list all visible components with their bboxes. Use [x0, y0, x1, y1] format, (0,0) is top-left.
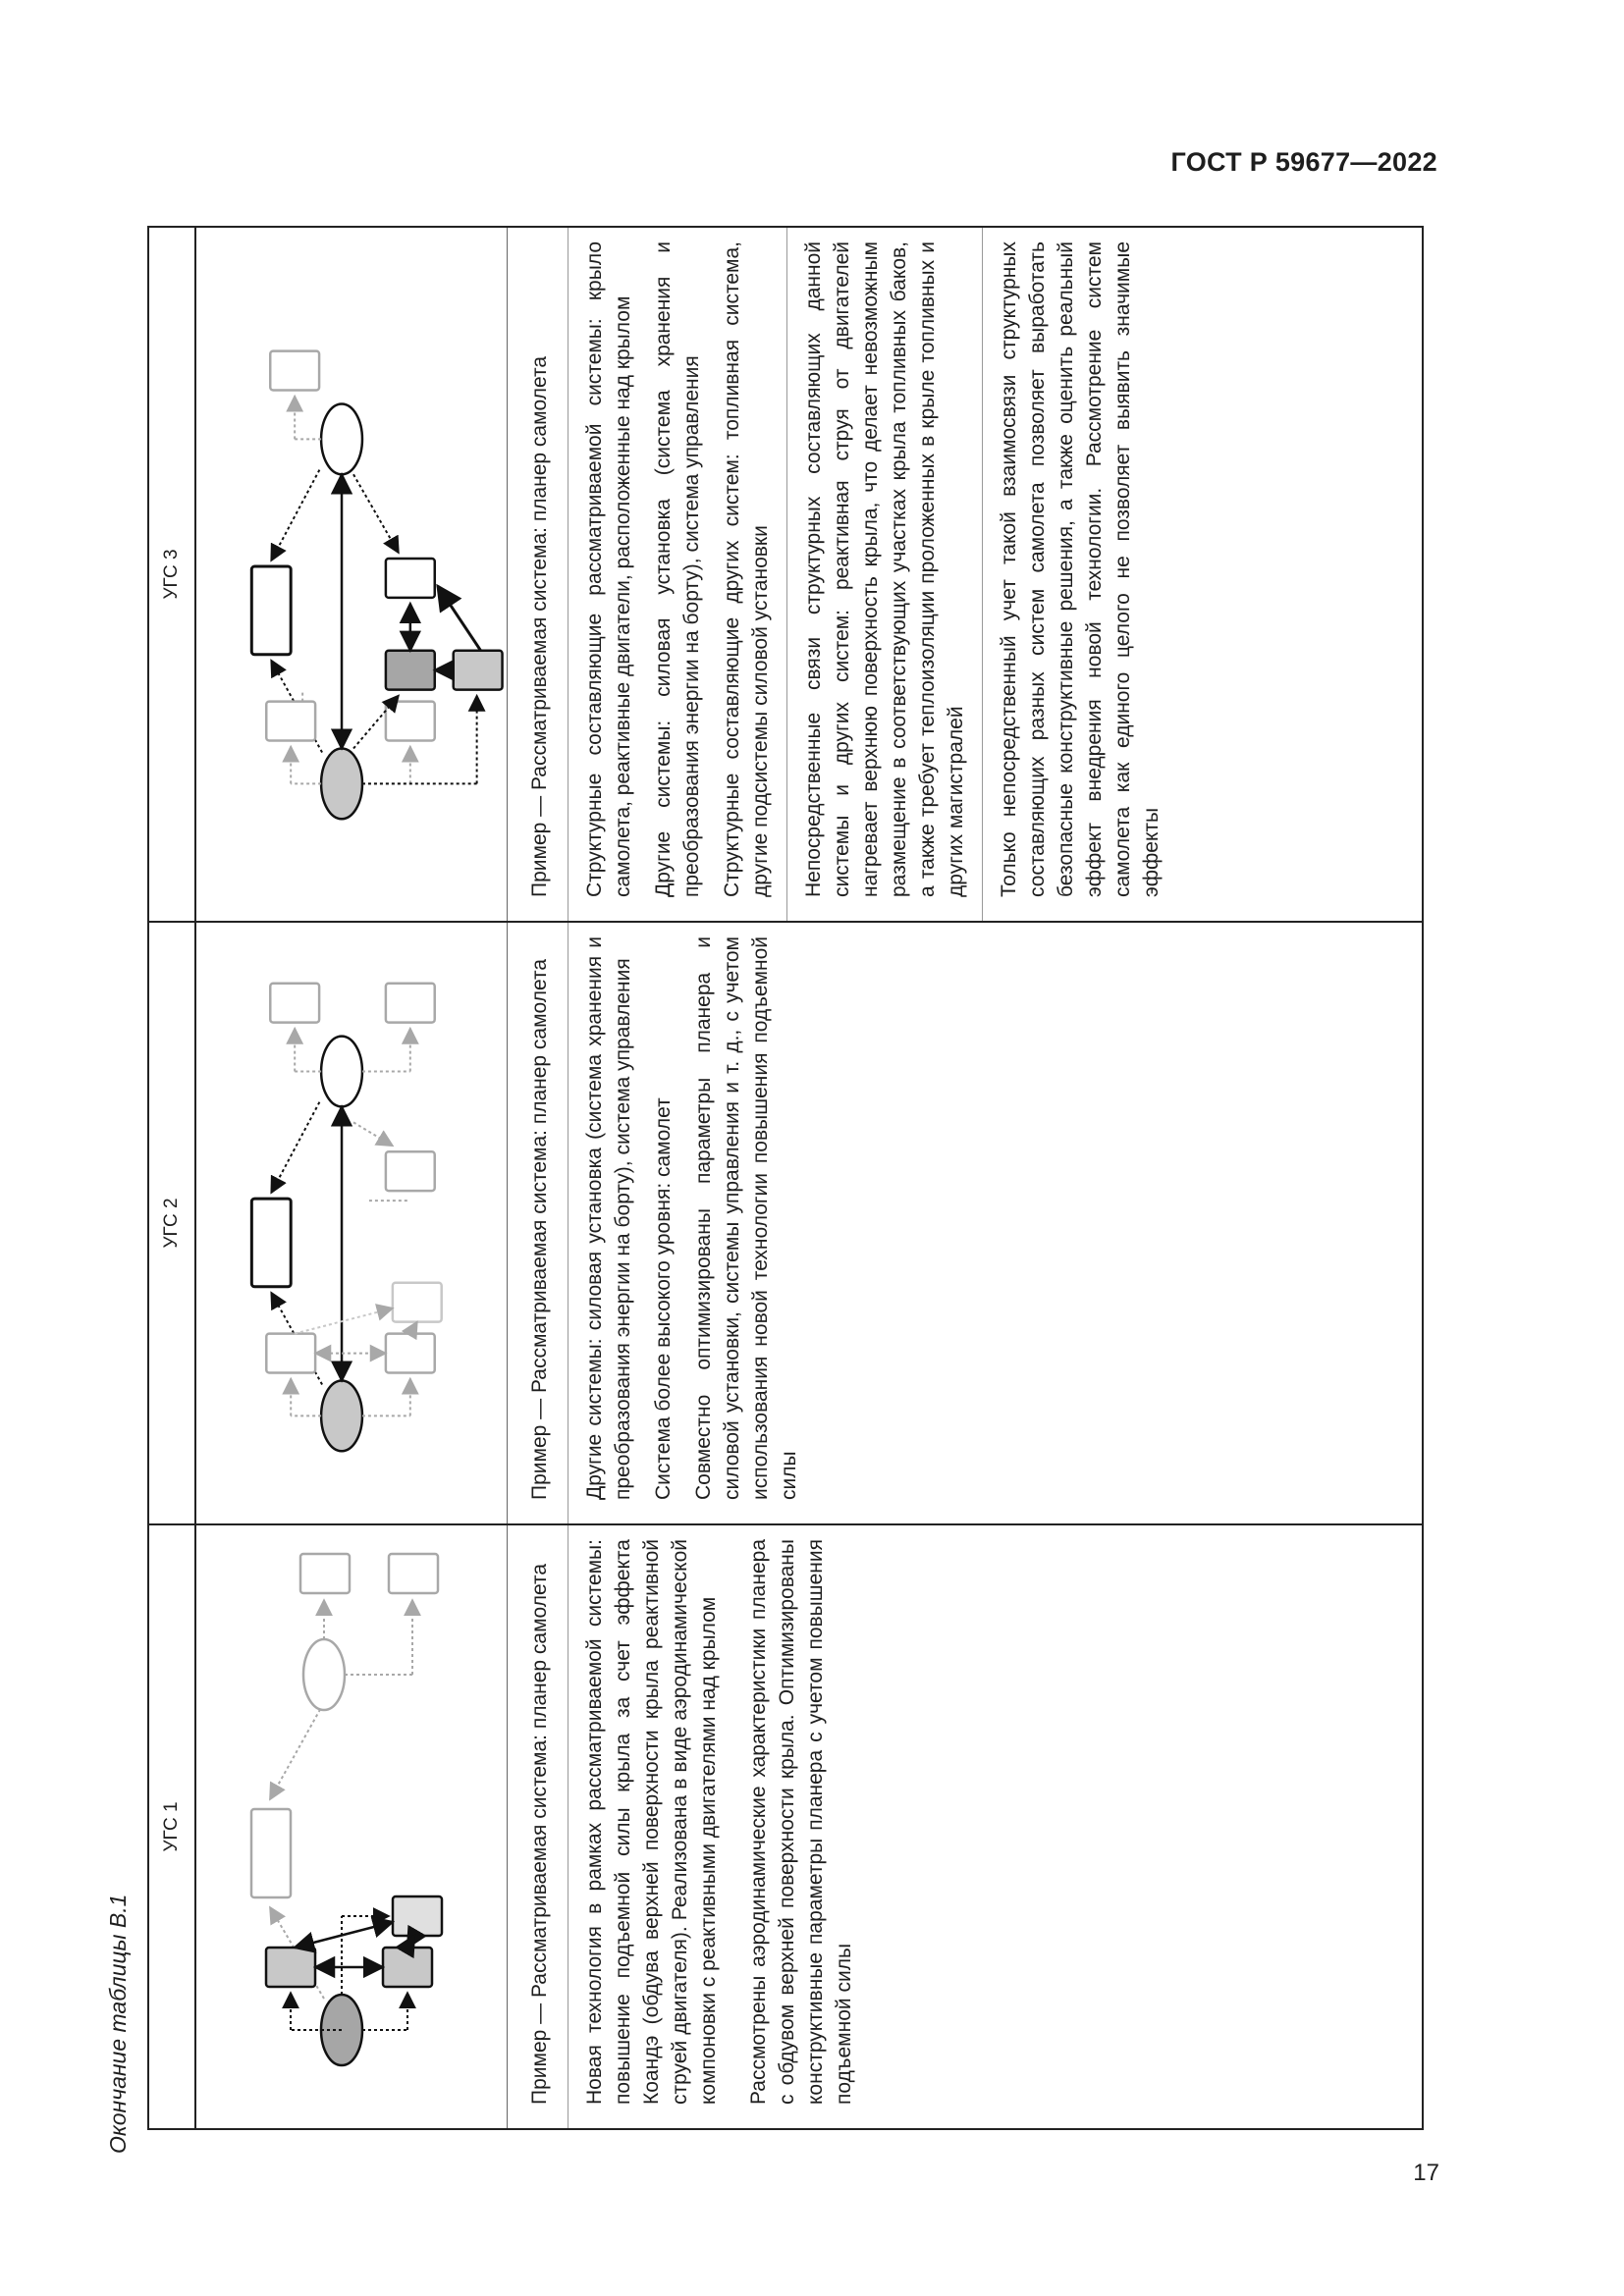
higher-level-paragraph: Система более высокого уровня: самолет [652, 1097, 675, 1500]
column-ugs-2 [149, 923, 1422, 1525]
diagram-box-top [251, 1199, 291, 1287]
example-paragraph: Пример — Рассматриваемая система: планер самолета [528, 958, 551, 1500]
page-number: 17 [1413, 2160, 1439, 2186]
diagram-box-faded-4 [270, 984, 319, 1023]
column-header: УГС 2 [149, 923, 196, 1523]
standard-designation: ГОСТ Р 59677—2022 [1170, 147, 1437, 177]
diagram-box-faded-1 [386, 702, 435, 741]
diagram-box-faded-2 [266, 702, 315, 741]
diagram-ugs-2 [196, 923, 508, 1523]
other-systems-paragraph: Другие системы: силовая установка (система хранения и преобразования энергии на борту), система управления [583, 936, 634, 1500]
diagram-ellipse-main [321, 1380, 362, 1451]
system-diagram [196, 923, 507, 1523]
components-paragraph: Структурные составляющие рассматриваемой системы: крыло самолета, реактивные двигатели, расположенные над крылом [583, 241, 634, 897]
table-caption: Окончание таблицы В.1 [105, 1894, 131, 2154]
column-text [508, 923, 803, 1523]
diagram-box-right [266, 1948, 315, 1987]
technology-paragraph: Новая технология в рамках рассматриваемой системы: повышение подъемной силы крыла за счет эффекта Коандэ (обдува верхней поверхности крыла реактивной струей двигателя). Реализована в виде аэродинамической компоновки с реактивными двигателями над крылом [583, 1539, 720, 2105]
conclusion-paragraph: Только непосредственный учет такой взаимосвязи структурных составляющих разных систем самолета позволяет выработать безопасные конструктивные решения, а также оценить реальный эффект внедрения новой технологии. Рассмотрение систем самолета как единого целого не позволяет выявить значимые эффекты [998, 241, 1163, 897]
column-text [508, 228, 1165, 921]
diagram-ellipse-right [321, 1037, 362, 1107]
other-systems-paragraph: Другие системы: силовая установка (система хранения и преобразования энергии на борту), система управления [652, 241, 703, 897]
result-paragraph: Рассмотрены аэродинамические характеристики планера с обдувом верхней поверхности крыла. Оптимизированы конструктивные параметры планера с учетом повышения подъемной силы [747, 1539, 855, 2105]
diagram-box-faded-5 [386, 1151, 435, 1191]
diagram-box-faded-right-2 [389, 1554, 438, 1593]
example-paragraph: Пример — Рассматриваемая система: планер самолета [528, 355, 551, 897]
comparison-table [147, 226, 1424, 2130]
result-paragraph: Совместно оптимизированы параметры планера и силовой установки, системы управления и т. д., с учетом использования новой технологии повышения подъемной силы [692, 936, 800, 1500]
column-header: УГС 3 [149, 228, 196, 921]
diagram-box-top [251, 1809, 291, 1897]
diagram-box-fuel [454, 651, 503, 690]
diagram-ugs-1 [196, 1525, 508, 2128]
diagram-box-faded-2 [266, 1334, 315, 1373]
other-components-paragraph: Структурные составляющие других систем: топливная система, другие подсистемы силовой установки [721, 241, 772, 897]
links-paragraph: Непосредственные связи структурных составляющих данной системы и других систем: реактивная струя от двигателей нагревает верхнюю поверхность крыла, что делает невозможным размещение в соответствующих участках крыла топливных баков, а также требует теплоизоляции проложенных в крыле топливных и других магистралей [802, 241, 967, 897]
diagram-box-faded-6 [386, 984, 435, 1023]
system-diagram [196, 1525, 507, 2128]
diagram-box-wing [386, 651, 435, 690]
diagram-box-engines [386, 559, 435, 598]
diagram-ellipse-main [321, 748, 362, 819]
example-paragraph: Пример — Рассматриваемая система: планер самолета [528, 1563, 551, 2105]
system-diagram [196, 228, 507, 921]
row-separator [786, 228, 787, 921]
column-text [508, 1525, 858, 2128]
column-ugs-1 [149, 1525, 1422, 2128]
row-separator [982, 228, 983, 921]
diagram-box-middle [393, 1896, 442, 1936]
diagram-box-top [251, 566, 291, 655]
diagram-ugs-3 [196, 228, 508, 921]
diagram-box-left [383, 1948, 432, 1987]
diagram-box-faded-right [300, 1554, 350, 1593]
diagram-box-faded-3 [393, 1283, 442, 1322]
diagram-ellipse-faded [303, 1639, 345, 1710]
column-header: УГС 1 [149, 1525, 196, 2128]
diagram-box-faded-3 [270, 351, 319, 391]
column-ugs-3 [149, 228, 1422, 923]
diagram-box-faded-1 [386, 1334, 435, 1373]
diagram-ellipse-right [321, 403, 362, 474]
